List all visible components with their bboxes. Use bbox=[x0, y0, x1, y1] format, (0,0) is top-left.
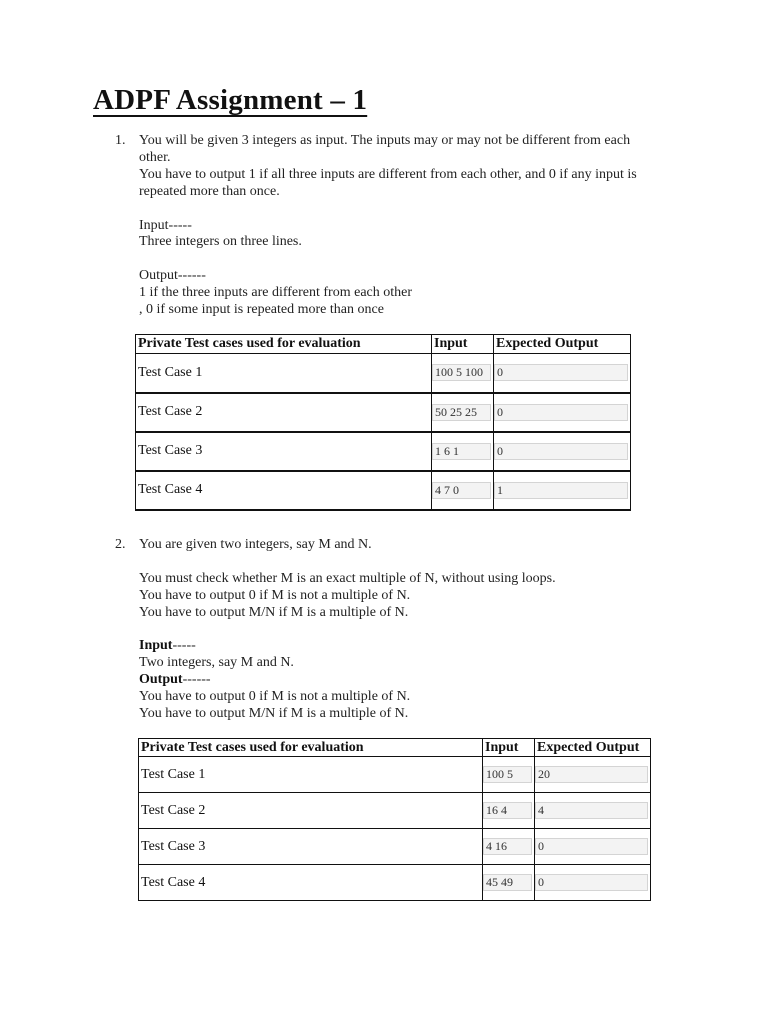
test-case-name: Test Case 4 bbox=[139, 865, 483, 901]
input-cell bbox=[432, 471, 494, 510]
test-case-name: Test Case 1 bbox=[136, 354, 432, 393]
input-field[interactable]: 100 5 100 bbox=[432, 364, 491, 381]
output-dashes: ------ bbox=[182, 672, 211, 688]
expected-output-field[interactable]: 0 bbox=[494, 364, 628, 381]
blank-line bbox=[139, 251, 655, 268]
expected-output-cell bbox=[494, 354, 631, 393]
question-1-input-heading: Input----- bbox=[139, 217, 192, 233]
table-row bbox=[139, 793, 651, 829]
question-1-text: You will be given 3 integers as input. The inputs may or may not be different from each other. bbox=[139, 133, 631, 165]
input-cell bbox=[432, 393, 494, 432]
expected-output-field[interactable]: 4 bbox=[535, 802, 648, 819]
expected-output-cell bbox=[535, 793, 651, 829]
expected-output-cell bbox=[494, 432, 631, 471]
input-field[interactable]: 100 5 bbox=[483, 766, 532, 783]
question-1-output-heading: Output------ bbox=[139, 268, 206, 284]
input-field[interactable]: 50 25 25 bbox=[432, 404, 491, 421]
test-case-name: Test Case 1 bbox=[139, 757, 483, 793]
expected-output-field[interactable]: 0 bbox=[494, 404, 628, 421]
column-header: Expected Output bbox=[494, 335, 631, 354]
expected-output-field[interactable]: 1 bbox=[494, 482, 628, 499]
blank-line bbox=[139, 554, 655, 571]
question-1 bbox=[115, 133, 655, 319]
table-header-row bbox=[139, 739, 651, 757]
column-header: Input bbox=[432, 335, 494, 354]
question-2-intro: You are given two integers, say M and N. bbox=[139, 537, 372, 552]
table-row bbox=[139, 829, 651, 865]
test-case-name: Test Case 4 bbox=[136, 471, 432, 510]
question-2-text: You have to output 0 if M is not a multiple of N. bbox=[139, 587, 411, 603]
input-label: Input bbox=[139, 638, 173, 654]
column-header: Expected Output bbox=[535, 739, 651, 757]
question-2-input-description: Two integers, say M and N. bbox=[139, 655, 294, 671]
question-number: 1. bbox=[115, 133, 126, 148]
expected-output-field[interactable]: 0 bbox=[535, 838, 648, 855]
expected-output-field[interactable]: 0 bbox=[535, 874, 648, 891]
table-header-row bbox=[136, 335, 631, 354]
expected-output-cell bbox=[535, 829, 651, 865]
blank-line bbox=[139, 622, 655, 639]
question-1-text: You have to output 1 if all three inputs are different from each other, and 0 if any input is repeated more than once. bbox=[139, 166, 637, 199]
column-header: Private Test cases used for evaluation bbox=[136, 335, 432, 354]
table-row bbox=[136, 471, 631, 510]
expected-output-field[interactable]: 0 bbox=[494, 443, 628, 460]
column-header: Private Test cases used for evaluation bbox=[139, 739, 483, 757]
test-case-name: Test Case 3 bbox=[139, 829, 483, 865]
input-cell bbox=[483, 865, 535, 901]
question-2 bbox=[115, 537, 655, 723]
expected-output-cell bbox=[535, 757, 651, 793]
question-1-output-description: 1 if the three inputs are different from each other bbox=[139, 285, 413, 301]
test-case-name: Test Case 2 bbox=[139, 793, 483, 829]
question-2-output-heading bbox=[139, 672, 655, 689]
output-label: Output bbox=[139, 672, 183, 688]
input-cell bbox=[483, 829, 535, 865]
input-cell bbox=[483, 793, 535, 829]
table-row bbox=[139, 757, 651, 793]
question-1-output-description: , 0 if some input is repeated more than once bbox=[139, 302, 384, 318]
question-1-input-description: Three integers on three lines. bbox=[139, 234, 302, 250]
test-case-table-1 bbox=[135, 334, 631, 511]
question-2-text: You have to output M/N if M is a multiple of N. bbox=[139, 604, 409, 620]
test-case-table-2 bbox=[138, 738, 651, 901]
input-field[interactable]: 1 6 1 bbox=[432, 443, 491, 460]
input-field[interactable]: 16 4 bbox=[483, 802, 532, 819]
input-dashes: ----- bbox=[172, 638, 196, 654]
question-number: 2. bbox=[115, 537, 126, 552]
input-cell bbox=[432, 432, 494, 471]
column-header: Input bbox=[483, 739, 535, 757]
blank-line bbox=[139, 201, 655, 218]
test-case-name: Test Case 3 bbox=[136, 432, 432, 471]
input-cell bbox=[432, 354, 494, 393]
expected-output-cell bbox=[535, 865, 651, 901]
expected-output-cell bbox=[494, 393, 631, 432]
document-title: ADPF Assignment – 1 bbox=[93, 84, 368, 116]
question-1-body bbox=[139, 133, 655, 319]
expected-output-cell bbox=[494, 471, 631, 510]
input-field[interactable]: 4 16 bbox=[483, 838, 532, 855]
input-field[interactable]: 4 7 0 bbox=[432, 482, 491, 499]
input-cell bbox=[483, 757, 535, 793]
question-2-body bbox=[139, 537, 655, 723]
test-case-name: Test Case 2 bbox=[136, 393, 432, 432]
question-2-output-description: You have to output M/N if M is a multiple of N. bbox=[139, 706, 409, 722]
table-row bbox=[136, 354, 631, 393]
input-field[interactable]: 45 49 bbox=[483, 874, 532, 891]
question-2-text: You must check whether M is an exact multiple of N, without using loops. bbox=[139, 570, 556, 586]
table-row bbox=[136, 432, 631, 471]
expected-output-field[interactable]: 20 bbox=[535, 766, 648, 783]
table-row bbox=[139, 865, 651, 901]
question-2-input-heading bbox=[139, 638, 655, 655]
question-2-output-description: You have to output 0 if M is not a multiple of N. bbox=[139, 689, 411, 705]
table-row bbox=[136, 393, 631, 432]
